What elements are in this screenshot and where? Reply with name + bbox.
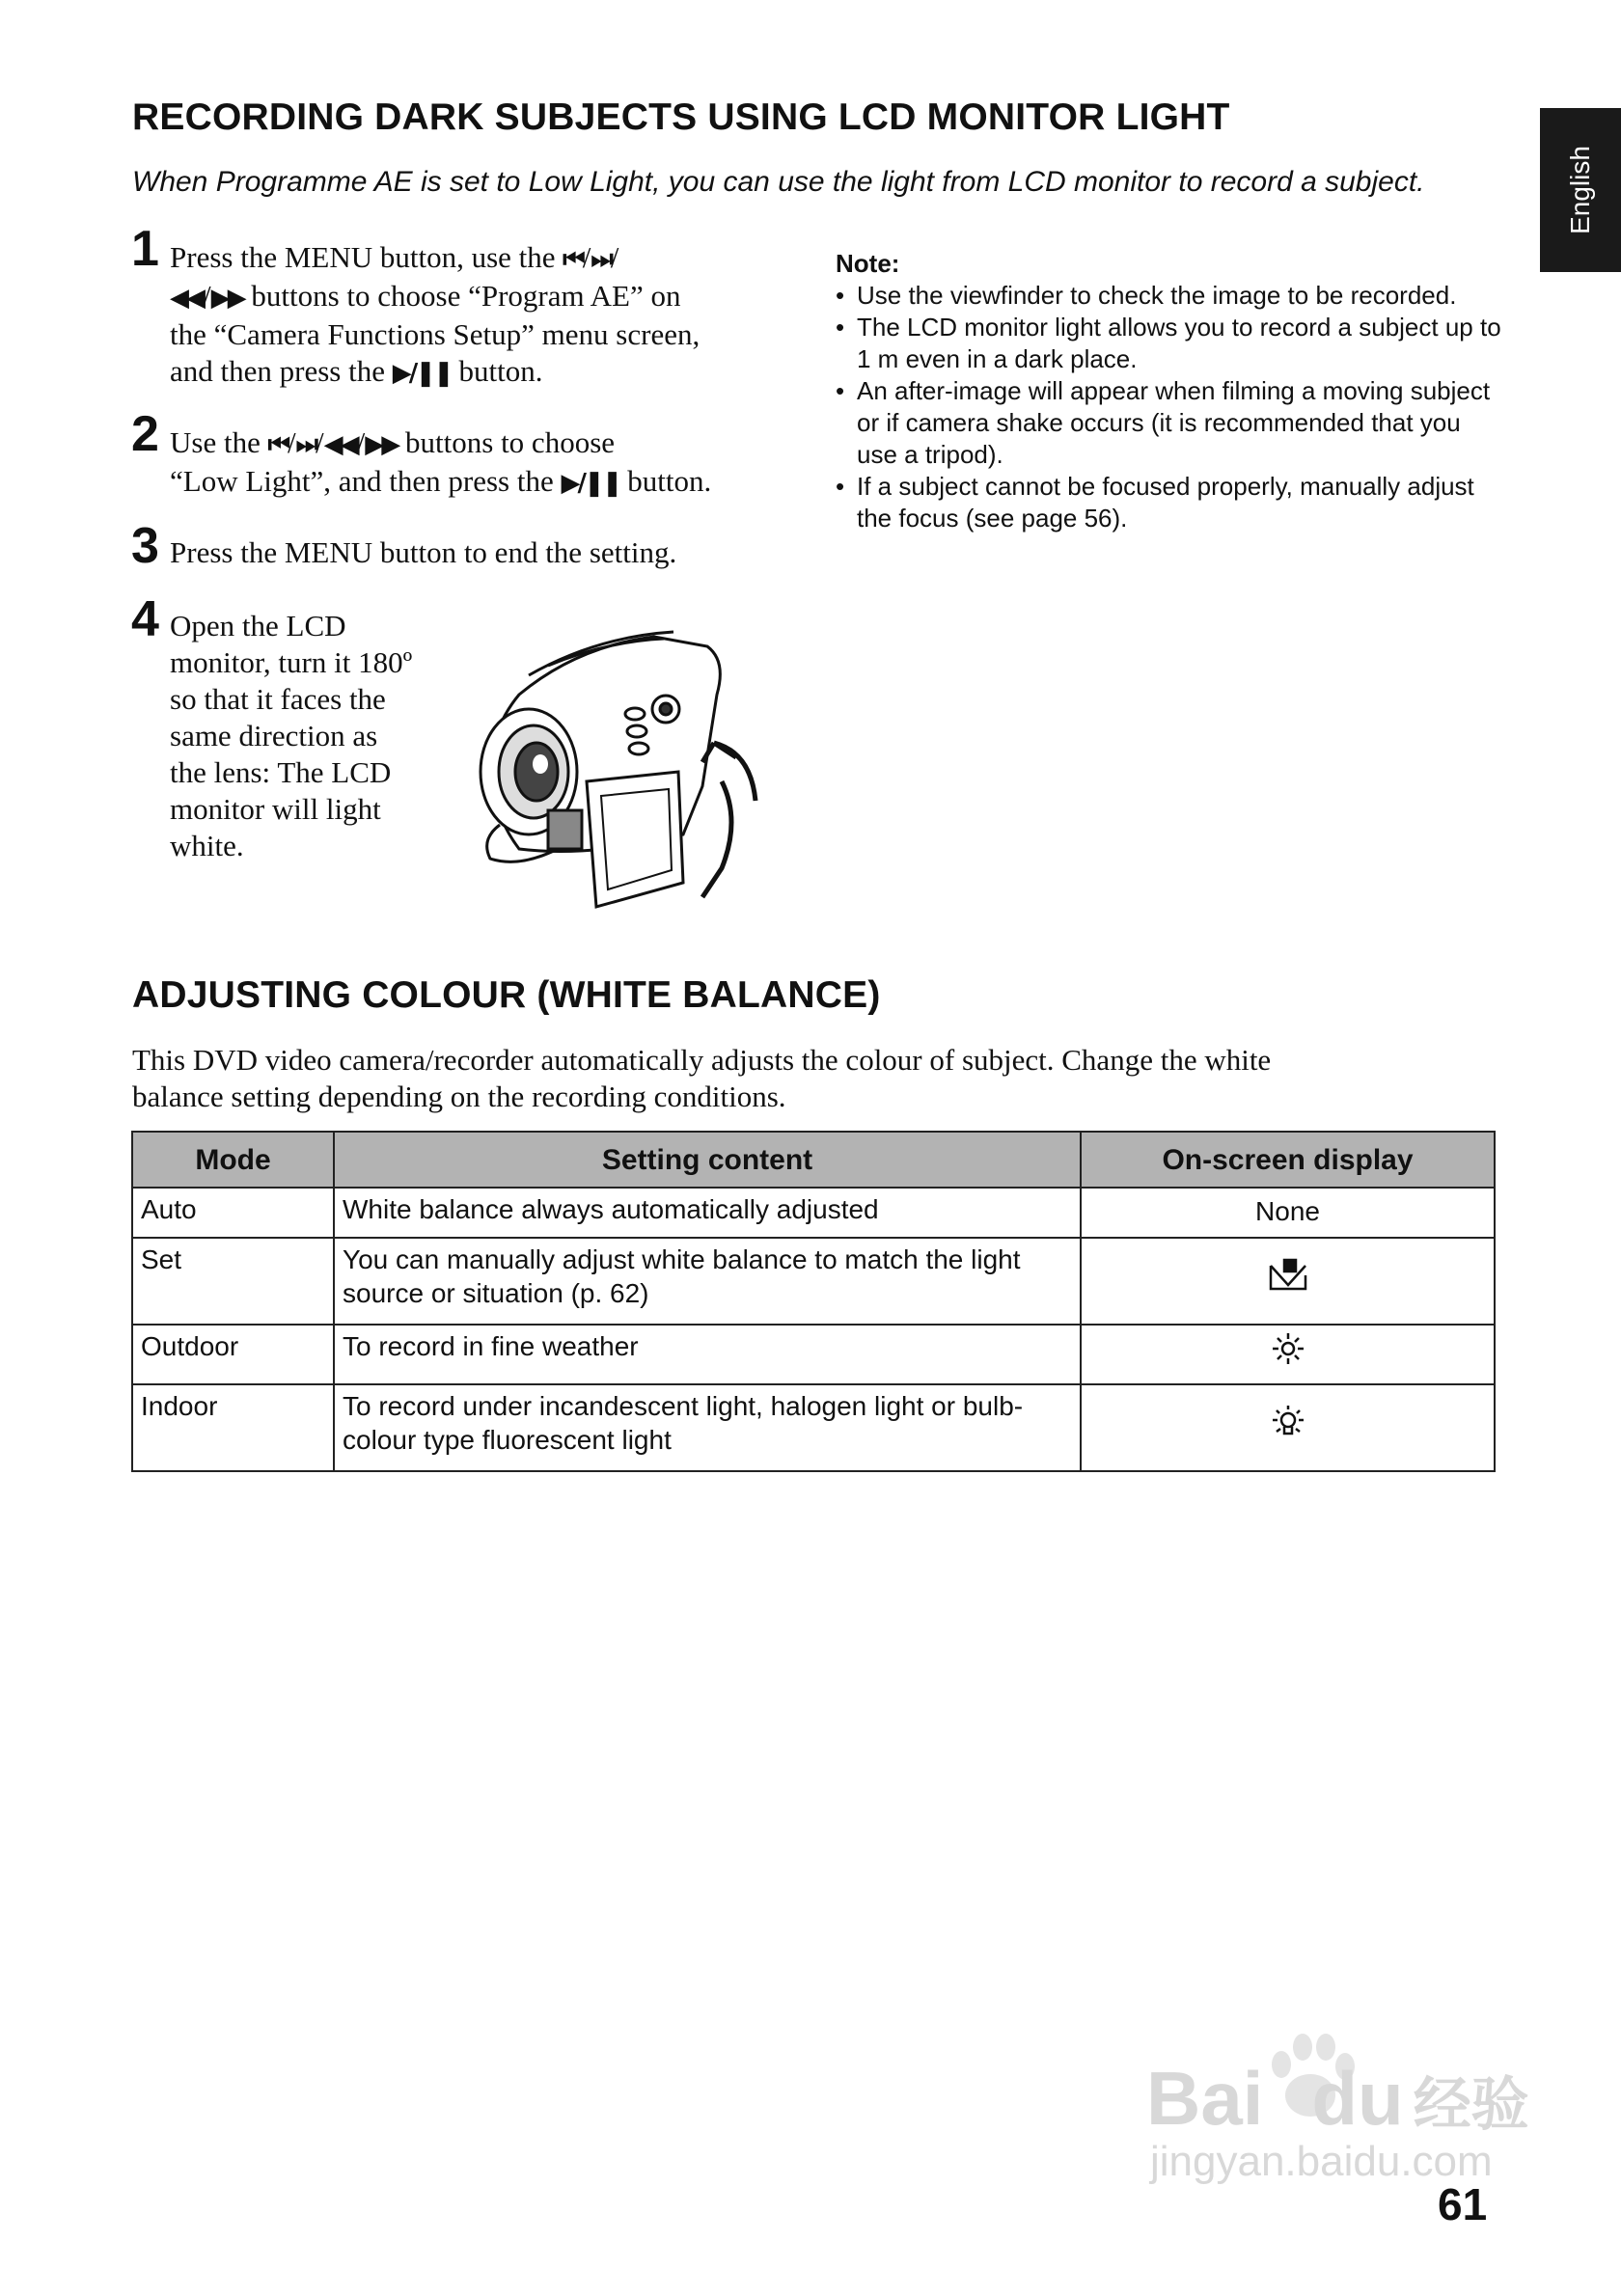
skip-next-icon: ⏭ [591,245,611,274]
watermark-cn: 经验 [1413,2072,1529,2137]
table-row [132,1325,1495,1384]
skip-prev-icon: ⏮ [563,245,583,274]
cell-display [1081,1384,1495,1471]
note-title: Note: [836,249,900,278]
step-3-text: Press the MENU button to end the setting. [170,535,677,569]
header-setting-content: Setting content [334,1132,1081,1188]
table-row [132,1238,1495,1325]
play-pause-icon: ▶/❚❚ [392,359,452,388]
language-tab [1540,108,1621,272]
step-1-text: Press the MENU button, use the ⏮/⏭/ ◀◀/▶▶ buttons to choose “Program AE” on the “Camera Functions Setup” menu screen, and then press the ▶/❚❚ button. [170,240,701,388]
play-pause-icon: ▶/❚❚ [561,469,620,498]
set-wb-icon [1267,1256,1309,1295]
language-tab-label: English [1565,146,1595,234]
watermark-brand: Bai [1146,2056,1264,2141]
page-number: 61 [1438,2179,1488,2229]
step-number-3: 3 [131,518,159,574]
note-item: • The LCD monitor light allows you to record a subject up to 1 m even in a dark place. [836,312,1501,375]
step-4-text: Open the LCD monitor, turn it 180º so that it faces the same direction as the lens: The LCD monitor will light white. [170,609,413,862]
step-number-4: 4 [131,591,159,647]
step-number-1: 1 [131,221,159,277]
rewind-icon: ◀◀ [323,430,357,459]
camcorder-illustration [461,617,799,916]
step-number-2: 2 [131,406,159,462]
bulb-icon [1267,1403,1309,1441]
forward-icon: ▶▶ [365,430,398,459]
white-balance-table [131,1131,1496,1472]
step-2-text: Use the ⏮/⏭/◀◀/▶▶ buttons to choose “Low Light”, and then press the ▶/❚❚ button. [170,425,712,498]
note-item: • If a subject cannot be focused properly, manually adjust the focus (see page 56). [836,471,1501,534]
section-lead: When Programme AE is set to Low Light, you can use the light from LCD monitor to record a subject. [132,166,1425,198]
cell-display [1081,1238,1495,1325]
cell-display: None [1081,1188,1495,1238]
cell-mode: Indoor [132,1384,334,1471]
cell-content: To record in fine weather [334,1325,1081,1384]
table-header-row [132,1132,1495,1188]
cell-display [1081,1325,1495,1384]
note-item: • Use the viewfinder to check the image to be recorded. [836,280,1501,312]
cell-mode: Outdoor [132,1325,334,1384]
cell-mode: Auto [132,1188,334,1238]
section2-intro: This DVD video camera/recorder automatically adjusts the colour of subject. Change the white balance setting depending on the recording conditions. [132,1043,1272,1113]
cell-content: You can manually adjust white balance to match the light source or situation (p. 62) [334,1238,1081,1325]
section-title-lcd-light: RECORDING DARK SUBJECTS USING LCD MONITOR LIGHT [132,96,1230,138]
watermark-brand2: du [1311,2056,1404,2141]
cell-mode: Set [132,1238,334,1325]
sun-icon [1267,1329,1309,1368]
note-list [836,280,1501,534]
header-on-screen-display: On-screen display [1081,1132,1495,1188]
table-row [132,1188,1495,1238]
header-mode: Mode [132,1132,334,1188]
skip-prev-icon: ⏮ [267,430,288,459]
watermark-url: jingyan.baidu.com [1150,2138,1493,2185]
table-row [132,1384,1495,1471]
note-item: • An after-image will appear when filming a moving subject or if camera shake occurs (it is recommended that you use a tripod). [836,375,1501,471]
section-title-white-balance: ADJUSTING COLOUR (WHITE BALANCE) [132,974,881,1016]
rewind-icon: ◀◀ [170,284,203,313]
cell-content: To record under incandescent light, halogen light or bulb-colour type fluorescent light [334,1384,1081,1471]
cell-content: White balance always automatically adjusted [334,1188,1081,1238]
forward-icon: ▶▶ [210,284,244,313]
skip-next-icon: ⏭ [295,430,316,459]
